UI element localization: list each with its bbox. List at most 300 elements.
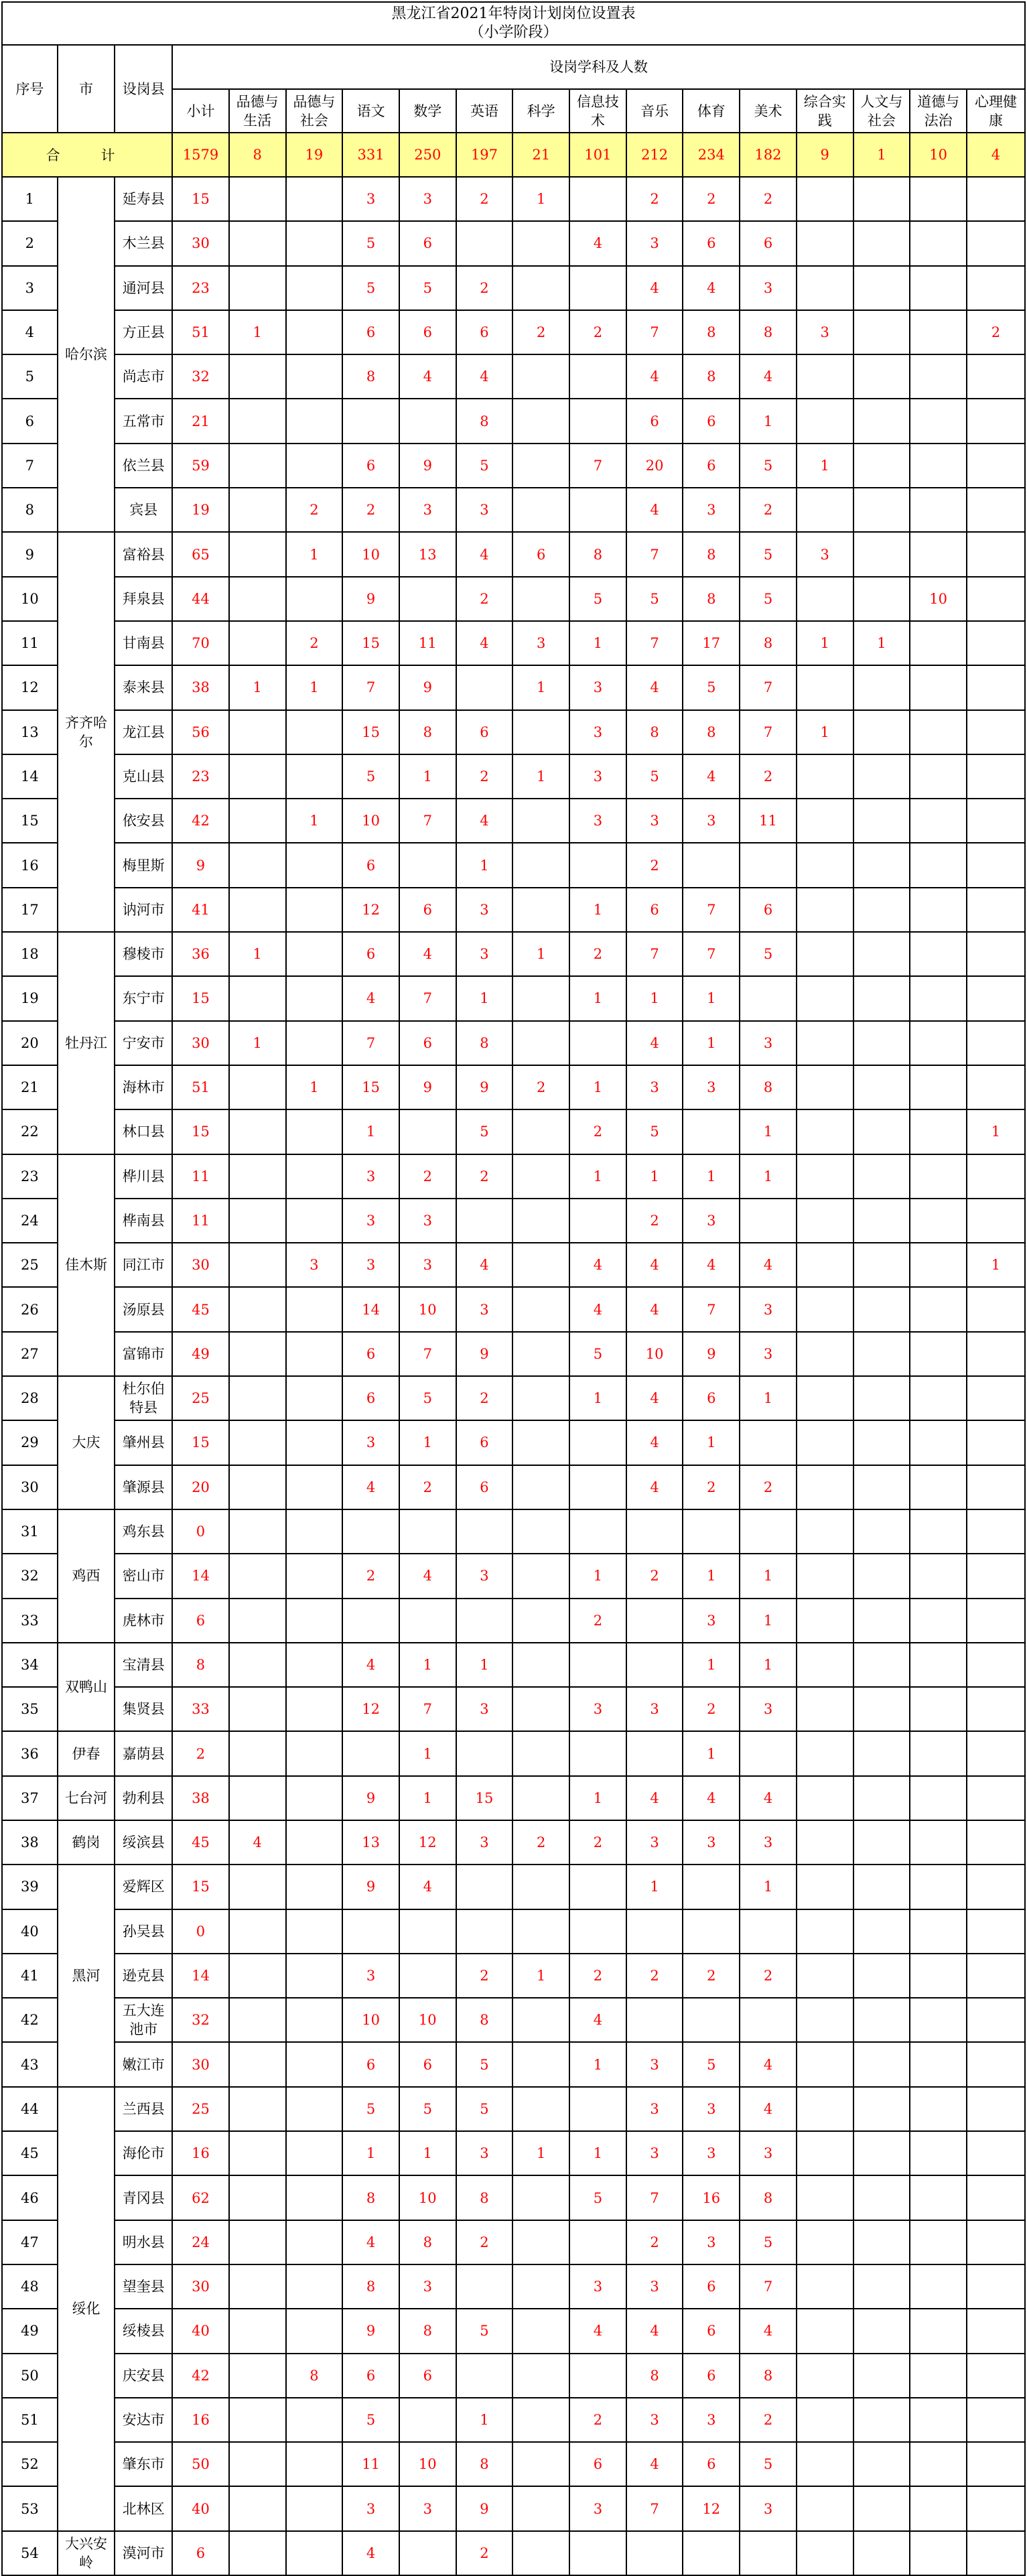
table-row xyxy=(2,2175,1025,2220)
subject-count: 6 xyxy=(399,2354,456,2398)
row-seq: 31 xyxy=(2,1509,58,1554)
subject-count xyxy=(286,888,343,932)
subject-count: 4 xyxy=(569,221,626,265)
subject-count: 2 xyxy=(512,1065,569,1109)
subject-count xyxy=(740,1909,797,1954)
subject-count: 1 xyxy=(342,1109,399,1154)
subject-count xyxy=(853,399,910,443)
subject-count: 4 xyxy=(342,2531,399,2575)
subject-count xyxy=(286,1599,343,1643)
subject-count xyxy=(512,1599,569,1643)
subject-count: 3 xyxy=(399,2486,456,2530)
subject-count xyxy=(967,2442,1025,2486)
subject-count xyxy=(286,710,343,754)
county-cell: 依兰县 xyxy=(115,444,172,488)
subject-count xyxy=(853,1909,910,1954)
subject-count xyxy=(797,1420,853,1465)
county-cell: 密山市 xyxy=(115,1554,172,1598)
subject-count xyxy=(229,754,286,799)
row-subtotal: 30 xyxy=(172,2264,229,2309)
subject-count xyxy=(967,488,1025,532)
subject-count xyxy=(853,1687,910,1731)
county-cell: 富裕县 xyxy=(115,532,172,576)
subject-count xyxy=(853,2486,910,2530)
subject-count xyxy=(286,221,343,265)
subject-count: 1 xyxy=(626,1865,683,1909)
subject-count: 15 xyxy=(342,1065,399,1109)
subject-count xyxy=(229,2220,286,2264)
row-seq: 5 xyxy=(2,354,58,399)
subject-count xyxy=(910,1865,967,1909)
subject-count: 5 xyxy=(683,665,740,709)
subject-count: 1 xyxy=(569,1065,626,1109)
county-cell: 穆棱市 xyxy=(115,932,172,976)
subject-count: 2 xyxy=(569,310,626,354)
subject-count xyxy=(967,932,1025,976)
subject-count: 4 xyxy=(626,1021,683,1065)
county-cell: 方正县 xyxy=(115,310,172,354)
subject-count: 4 xyxy=(740,2309,797,2353)
table-row xyxy=(2,799,1025,843)
subject-count: 3 xyxy=(342,1199,399,1243)
subject-count: 3 xyxy=(626,1065,683,1109)
county-cell: 讷河市 xyxy=(115,888,172,932)
subject-count xyxy=(853,1954,910,1998)
subject-count xyxy=(740,1420,797,1465)
subject-count: 6 xyxy=(569,2442,626,2486)
subject-count xyxy=(286,2042,343,2086)
subject-count: 1 xyxy=(569,1776,626,1820)
table-row xyxy=(2,2220,1025,2264)
total-value: 4 xyxy=(967,133,1025,177)
total-value: 182 xyxy=(740,133,797,177)
subject-count: 1 xyxy=(740,1865,797,1909)
row-subtotal: 42 xyxy=(172,2354,229,2398)
county-cell: 木兰县 xyxy=(115,221,172,265)
subject-count xyxy=(797,488,853,532)
subject-count: 11 xyxy=(740,799,797,843)
subject-count: 2 xyxy=(569,1820,626,1865)
subject-count xyxy=(853,1465,910,1509)
city-cell: 七台河 xyxy=(58,1776,115,1820)
row-subtotal: 15 xyxy=(172,1420,229,1465)
subject-count xyxy=(456,2354,513,2398)
subject-count xyxy=(229,2354,286,2398)
subject-count: 7 xyxy=(342,665,399,709)
subject-count xyxy=(797,1554,853,1598)
subject-count: 9 xyxy=(456,2486,513,2530)
subject-count xyxy=(512,976,569,1020)
row-subtotal: 45 xyxy=(172,1820,229,1865)
subject-count xyxy=(399,1599,456,1643)
subject-count: 11 xyxy=(342,2442,399,2486)
subject-count: 6 xyxy=(683,1376,740,1420)
subject-count: 4 xyxy=(740,2042,797,2086)
county-cell: 肇东市 xyxy=(115,2442,172,2486)
header-subject: 英语 xyxy=(456,89,513,133)
subject-count xyxy=(229,266,286,310)
subject-count: 3 xyxy=(569,2486,626,2530)
subject-count xyxy=(853,2175,910,2220)
subject-count xyxy=(626,2531,683,2575)
subject-count: 3 xyxy=(740,1332,797,1376)
subject-count xyxy=(286,1420,343,1465)
subject-count xyxy=(910,1731,967,1775)
table-row xyxy=(2,621,1025,665)
city-cell: 黑河 xyxy=(58,1865,115,2086)
subject-count xyxy=(683,843,740,887)
subject-count: 6 xyxy=(342,310,399,354)
subject-count xyxy=(229,1332,286,1376)
city-cell: 大兴安岭 xyxy=(58,2531,115,2575)
city-cell: 齐齐哈尔 xyxy=(58,532,115,932)
subject-count: 3 xyxy=(626,2264,683,2309)
subject-count xyxy=(797,1509,853,1554)
subject-count: 3 xyxy=(797,310,853,354)
row-seq: 13 xyxy=(2,710,58,754)
table-row xyxy=(2,754,1025,799)
row-subtotal: 15 xyxy=(172,976,229,1020)
subject-count xyxy=(853,932,910,976)
county-cell: 嫩江市 xyxy=(115,2042,172,2086)
subject-count xyxy=(740,1199,797,1243)
subject-count xyxy=(569,1199,626,1243)
subject-count: 13 xyxy=(399,532,456,576)
row-seq: 35 xyxy=(2,1687,58,1731)
subject-count xyxy=(512,1420,569,1465)
subject-count: 5 xyxy=(342,221,399,265)
subject-count xyxy=(967,2354,1025,2398)
subject-count xyxy=(286,2131,343,2175)
county-cell: 鸡东县 xyxy=(115,1509,172,1554)
subject-count: 14 xyxy=(342,1287,399,1331)
subject-count: 1 xyxy=(569,888,626,932)
row-subtotal: 6 xyxy=(172,2531,229,2575)
subject-count xyxy=(967,1554,1025,1598)
subject-count: 1 xyxy=(797,710,853,754)
subject-count: 3 xyxy=(399,488,456,532)
subject-count xyxy=(910,2087,967,2131)
subject-count xyxy=(967,1154,1025,1199)
subject-count: 8 xyxy=(740,310,797,354)
subject-count xyxy=(512,1109,569,1154)
subject-count xyxy=(456,1865,513,1909)
table-row xyxy=(2,1243,1025,1287)
row-seq: 42 xyxy=(2,1998,58,2042)
subject-count: 4 xyxy=(626,488,683,532)
subject-count: 4 xyxy=(456,1243,513,1287)
row-seq: 24 xyxy=(2,1199,58,1243)
subject-count xyxy=(853,266,910,310)
subject-count: 6 xyxy=(456,1465,513,1509)
subject-count xyxy=(853,888,910,932)
subject-count xyxy=(286,1509,343,1554)
county-cell: 龙江县 xyxy=(115,710,172,754)
subject-count xyxy=(967,577,1025,621)
row-subtotal: 11 xyxy=(172,1199,229,1243)
subject-count: 1 xyxy=(626,976,683,1020)
row-subtotal: 40 xyxy=(172,2486,229,2530)
subject-count xyxy=(626,1731,683,1775)
subject-count xyxy=(910,1554,967,1598)
subject-count xyxy=(512,1554,569,1598)
subject-count xyxy=(853,1776,910,1820)
table-row xyxy=(2,354,1025,399)
subject-count: 4 xyxy=(626,354,683,399)
subject-count: 4 xyxy=(569,2309,626,2353)
subject-count: 4 xyxy=(569,1243,626,1287)
subject-count xyxy=(286,1109,343,1154)
subject-count xyxy=(229,1199,286,1243)
subject-count: 16 xyxy=(683,2175,740,2220)
subject-count: 8 xyxy=(286,2354,343,2398)
row-subtotal: 15 xyxy=(172,1109,229,1154)
row-seq: 49 xyxy=(2,2309,58,2353)
subject-count xyxy=(512,710,569,754)
subject-count xyxy=(910,1954,967,1998)
county-cell: 汤原县 xyxy=(115,1287,172,1331)
subject-count xyxy=(967,2042,1025,2086)
subject-count: 8 xyxy=(569,532,626,576)
subject-count xyxy=(512,266,569,310)
table-row xyxy=(2,1376,1025,1420)
table-row xyxy=(2,2531,1025,2575)
subject-count: 6 xyxy=(399,888,456,932)
subject-count xyxy=(286,1643,343,1687)
subject-count xyxy=(797,2354,853,2398)
table-row xyxy=(2,1420,1025,1465)
subject-count xyxy=(910,488,967,532)
subject-count: 1 xyxy=(229,932,286,976)
subject-count xyxy=(910,2042,967,2086)
header-subject: 小计 xyxy=(172,89,229,133)
subject-count: 4 xyxy=(456,354,513,399)
subject-count xyxy=(512,1643,569,1687)
subject-count: 8 xyxy=(399,2309,456,2353)
subject-count xyxy=(797,577,853,621)
county-cell: 安达市 xyxy=(115,2398,172,2442)
subject-count: 2 xyxy=(456,1954,513,1998)
subject-count xyxy=(569,1509,626,1554)
subject-count xyxy=(569,488,626,532)
subject-count: 12 xyxy=(399,1820,456,1865)
table-row xyxy=(2,1599,1025,1643)
post-allocation-table xyxy=(1,1,1026,2576)
subject-count xyxy=(910,2131,967,2175)
subject-count: 5 xyxy=(399,266,456,310)
subject-count xyxy=(910,2264,967,2309)
subject-count: 3 xyxy=(626,2398,683,2442)
subject-count: 1 xyxy=(853,621,910,665)
subject-count: 7 xyxy=(740,665,797,709)
subject-count: 9 xyxy=(683,1332,740,1376)
table-row xyxy=(2,532,1025,576)
subject-count: 20 xyxy=(626,444,683,488)
subject-count xyxy=(797,2131,853,2175)
subject-count: 6 xyxy=(683,399,740,443)
subject-count: 7 xyxy=(740,2264,797,2309)
total-value: 101 xyxy=(569,133,626,177)
county-cell: 泰来县 xyxy=(115,665,172,709)
row-subtotal: 20 xyxy=(172,1465,229,1509)
subject-count xyxy=(569,354,626,399)
subject-count xyxy=(853,532,910,576)
subject-count xyxy=(399,577,456,621)
subject-count: 3 xyxy=(683,2220,740,2264)
header-subject: 数学 xyxy=(399,89,456,133)
subject-count xyxy=(853,1021,910,1065)
subject-count xyxy=(229,1154,286,1199)
subject-count: 3 xyxy=(683,488,740,532)
table-row xyxy=(2,932,1025,976)
table-row xyxy=(2,1465,1025,1509)
subject-count xyxy=(910,976,967,1020)
header-subject: 综合实践 xyxy=(797,89,853,133)
subject-count: 15 xyxy=(456,1776,513,1820)
table-row xyxy=(2,888,1025,932)
subject-count xyxy=(853,1731,910,1775)
subject-count xyxy=(797,2042,853,2086)
subject-count: 6 xyxy=(456,710,513,754)
row-subtotal: 0 xyxy=(172,1909,229,1954)
subject-count: 1 xyxy=(399,1731,456,1775)
row-seq: 52 xyxy=(2,2442,58,2486)
row-seq: 38 xyxy=(2,1820,58,1865)
subject-count xyxy=(229,621,286,665)
row-seq: 39 xyxy=(2,1865,58,1909)
subject-count: 3 xyxy=(399,1199,456,1243)
table-row xyxy=(2,1554,1025,1598)
row-seq: 23 xyxy=(2,1154,58,1199)
subject-count xyxy=(853,1332,910,1376)
row-subtotal: 56 xyxy=(172,710,229,754)
county-cell: 延寿县 xyxy=(115,177,172,221)
table-row xyxy=(2,1776,1025,1820)
subject-count: 10 xyxy=(342,532,399,576)
row-seq: 3 xyxy=(2,266,58,310)
header-subject: 体育 xyxy=(683,89,740,133)
subject-count: 4 xyxy=(626,2309,683,2353)
subject-count xyxy=(797,1332,853,1376)
subject-count xyxy=(229,1065,286,1109)
subject-count xyxy=(512,488,569,532)
subject-count xyxy=(399,843,456,887)
subject-count: 2 xyxy=(626,1954,683,1998)
subject-count: 2 xyxy=(626,1199,683,1243)
subject-count xyxy=(740,1731,797,1775)
subject-count xyxy=(853,177,910,221)
subject-count: 3 xyxy=(683,2087,740,2131)
subject-count xyxy=(569,1021,626,1065)
table-row xyxy=(2,1731,1025,1775)
table-row xyxy=(2,2264,1025,2309)
county-cell: 肇源县 xyxy=(115,1465,172,1509)
subject-count: 2 xyxy=(512,1820,569,1865)
subject-count: 2 xyxy=(569,1599,626,1643)
subject-count xyxy=(853,1420,910,1465)
row-seq: 32 xyxy=(2,1554,58,1598)
row-subtotal: 40 xyxy=(172,2309,229,2353)
subject-count: 5 xyxy=(740,932,797,976)
subject-count xyxy=(229,1776,286,1820)
subject-count: 8 xyxy=(740,2175,797,2220)
subject-count: 8 xyxy=(342,354,399,399)
subject-count: 4 xyxy=(569,1998,626,2042)
subject-count xyxy=(910,1154,967,1199)
subject-count xyxy=(399,399,456,443)
county-cell: 兰西县 xyxy=(115,2087,172,2131)
subject-count xyxy=(512,1998,569,2042)
row-subtotal: 15 xyxy=(172,177,229,221)
subject-count: 8 xyxy=(456,399,513,443)
subject-count: 2 xyxy=(456,2220,513,2264)
row-subtotal: 42 xyxy=(172,799,229,843)
subject-count: 7 xyxy=(626,2486,683,2530)
subject-count xyxy=(286,1687,343,1731)
table-row xyxy=(2,2354,1025,2398)
subject-count xyxy=(910,1109,967,1154)
subject-count xyxy=(853,354,910,399)
subject-count: 1 xyxy=(342,2131,399,2175)
subject-count xyxy=(569,177,626,221)
subject-count xyxy=(797,976,853,1020)
city-cell: 牡丹江 xyxy=(58,932,115,1154)
row-subtotal: 21 xyxy=(172,399,229,443)
county-cell: 肇州县 xyxy=(115,1420,172,1465)
subject-count: 8 xyxy=(683,532,740,576)
row-seq: 47 xyxy=(2,2220,58,2264)
subject-count xyxy=(512,1376,569,1420)
subject-count: 4 xyxy=(626,1376,683,1420)
table-title: 黑龙江省2021年特岗计划岗位设置表 xyxy=(391,5,636,22)
subject-count: 1 xyxy=(569,621,626,665)
subject-count xyxy=(229,1376,286,1420)
subject-count: 4 xyxy=(683,754,740,799)
subject-count xyxy=(229,1998,286,2042)
subject-count: 5 xyxy=(683,2042,740,2086)
row-subtotal: 25 xyxy=(172,2087,229,2131)
subject-count xyxy=(626,1509,683,1554)
subject-count xyxy=(910,2220,967,2264)
row-subtotal: 25 xyxy=(172,1376,229,1420)
subject-count: 3 xyxy=(456,2131,513,2175)
subject-count xyxy=(512,1776,569,1820)
row-seq: 54 xyxy=(2,2531,58,2575)
subject-count: 7 xyxy=(683,888,740,932)
header-subject: 心理健康 xyxy=(967,89,1025,133)
total-value: 10 xyxy=(910,133,967,177)
subject-count: 1 xyxy=(740,1109,797,1154)
subject-count xyxy=(342,1731,399,1775)
subject-count xyxy=(797,1865,853,1909)
subject-count xyxy=(512,399,569,443)
subject-count: 3 xyxy=(626,1820,683,1865)
subject-count: 6 xyxy=(740,888,797,932)
subject-count: 1 xyxy=(569,1554,626,1598)
subject-count: 10 xyxy=(399,2442,456,2486)
subject-count: 1 xyxy=(512,665,569,709)
subject-count xyxy=(910,1998,967,2042)
subject-count: 4 xyxy=(399,1865,456,1909)
subject-count: 7 xyxy=(399,1687,456,1731)
subject-count: 3 xyxy=(456,888,513,932)
subject-count xyxy=(967,621,1025,665)
subject-count: 4 xyxy=(626,1776,683,1820)
subject-count xyxy=(683,2531,740,2575)
subject-count xyxy=(626,1599,683,1643)
subject-count xyxy=(229,2175,286,2220)
subject-count xyxy=(229,2264,286,2309)
